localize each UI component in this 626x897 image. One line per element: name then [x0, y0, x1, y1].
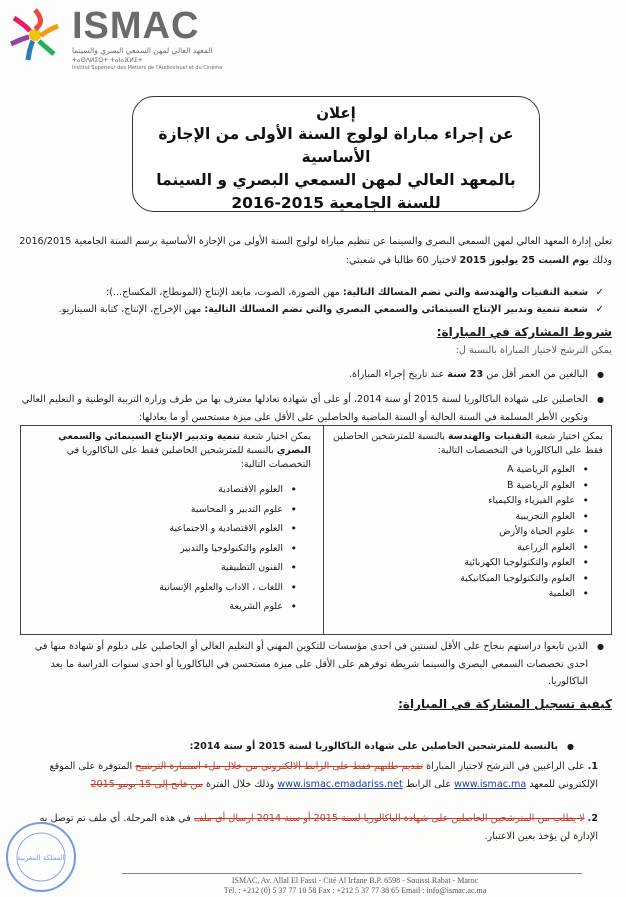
title-line-2: بالمعهد العالي لمهن السمعي البصري و السينما	[156, 171, 516, 189]
step-text: المتوفرة على الموقع الإلكتروني للمعهد	[49, 761, 598, 790]
stamp-text: المملكة المغربية	[17, 854, 65, 862]
specialty-item: • اللغات ، الاداب والعلوم الإنسانية	[29, 578, 311, 598]
intro-text-2: 2016/2015 وذلك	[19, 236, 612, 266]
condition-age-text: البالغين من العمر أقل من	[486, 369, 588, 380]
track-desc: مهن الصورة، الصوت، مابعد الإنتاج (المونطاج، المكساج...)؛	[106, 287, 340, 298]
step-number: 2.	[587, 813, 598, 824]
specialty-item: • العلوم الاقتصادية و الاجتماعية	[29, 519, 311, 539]
intro-text-1: تعلن إدارة المعهد العالي لمهن السمعي البصري والسينما عن تنظيم مباراة لولوج السنة الأولى من الإجازة الأساسية برسم السنة الجامعية	[74, 236, 612, 247]
registration-step-1	[14, 758, 598, 793]
track-item	[14, 301, 604, 318]
other-candidates-item	[14, 638, 604, 691]
ismac-logo	[6, 6, 246, 76]
step-highlight: لا يطلب من المترشحين الحاصلين على شهادة الباكالوريا لسنة 2015 أو سنة 2014 ارسال أي ملف	[193, 813, 585, 824]
specialty-item: • الفنون التطبيقية	[29, 558, 311, 578]
specialty-item: • العلمية	[321, 586, 603, 602]
column-intro	[321, 430, 603, 458]
track-desc: مهن الإخراج، الإنتاج، كتابة السيناريو.	[58, 304, 202, 315]
logo-tifinagh-name: ⵜⴰⵙⴷⵍⵉⵙⵜ ⵜⴰⵏⴰⴼⵍⵉⵜ	[72, 57, 143, 64]
title-line-3: للسنة الجامعية 2015-2016	[231, 194, 441, 212]
step-text: على الرابط	[405, 778, 452, 790]
footer-address: ISMAC, Av. Allal El Fassi - Cité Al Irfane B.P. 6598 - Souissi Rabat - Maroc	[231, 876, 479, 885]
track-name: شعبة التقنيات والهندسة والتي تضم المسالك التالية:	[342, 287, 588, 298]
other-candidates-text: الذين تابعوا دراستهم بنجاح على الأقل لسنتين في احدى مؤسسات للتكوين المهني أو التعليم العالي أو الحاصلين على دبلوم أو شهادة منها في احدى تخصصات السمعي البصري والسينما شريطة توفرهم على الأقل على ميزة مستحسن في الباكالوريا أو احدى سنوات الدراسة ما بعد الباكالوريا.	[34, 641, 588, 687]
specialty-item: • علوم التدبير و المحاسبة	[29, 500, 311, 520]
intro-date: يوم السبت 25 يوليوز 2015	[459, 255, 590, 266]
specialty-item: • العلوم الاقتصادية	[29, 480, 311, 500]
track-name: شعبة تنمية وتدبير الإنتاج السينمائي والسمعي البصري والتي تضم المسالك التالية:	[204, 304, 588, 315]
official-stamp-icon	[4, 820, 78, 894]
specialties-column-engineering	[321, 430, 603, 602]
conditions-subtitle: يمكن الترشح لاجتياز المباراة بالنسبة ل:	[455, 345, 612, 356]
specialty-item: • العلوم التجريبية	[321, 509, 603, 525]
logo-french-name: Institut Supérieur des Métiers de l'Audiovisuel et du Cinéma	[72, 65, 223, 71]
step-highlight: تقديم طلبهم فقط على الرابط الالكتروني من خلال ملء استمارة الترشيح	[135, 761, 424, 772]
column-track-name: تنمية وتدبير الإنتاج السينمائي والسمعي البصري	[58, 431, 311, 456]
specialty-item: • علوم الحياة والأرض	[321, 524, 603, 540]
logo-wordmark: ISMAC	[72, 5, 200, 47]
specialty-item: • العلوم والتكنولوجيا والتدبير	[29, 539, 311, 559]
column-intro	[29, 430, 311, 472]
track-item	[14, 284, 604, 301]
conditions-list	[14, 366, 604, 428]
specialty-item: • العلوم الرياضية A	[321, 462, 603, 478]
step-number: 1.	[587, 761, 598, 772]
condition-age	[14, 366, 604, 385]
column-intro-a: يمكن اختيار شعبة	[243, 431, 311, 442]
specialties-column-production	[29, 430, 311, 617]
step-text: على الراغبين في الترشح لاجتياز المباراة	[426, 761, 585, 772]
column-intro-c: بالنسبة للمترشحين الحاصلين فقط على الباكالوريا في التخصصات التالية:	[332, 431, 603, 456]
specialty-item: • العلوم والتكنولوجيا الكهربائية	[321, 555, 603, 571]
condition-bac	[14, 391, 604, 428]
website-link[interactable]: www.ismac.ma	[454, 778, 527, 790]
column-intro-c: بالنسبة للمترشحين الحاصلين فقط على الباكالوريا في التخصصات التالية:	[66, 445, 311, 470]
specialty-item: • العلوم الرياضية B	[321, 478, 603, 494]
footer-divider	[122, 873, 582, 874]
specialties-table	[20, 425, 612, 635]
specialty-item: • علوم الفيزياء والكيمياء	[321, 493, 603, 509]
other-candidates-list	[14, 638, 604, 691]
title-line-1: عن إجراء مباراة لولوج السنة الأولى من الإجازة الأساسية	[158, 125, 514, 166]
registration-bullet: ● بالنسبة للمترشحين الحاصلين على شهادة الباكالوريا لسنة 2015 أو سنة 2014:	[14, 737, 574, 756]
production-specialties-list	[29, 480, 311, 617]
logo-swirl-icon	[6, 6, 64, 64]
registration-heading: كيفية تسجيل المشاركة في المباراة:	[398, 697, 612, 711]
conditions-heading: شروط المشاركة في المباراة:	[436, 325, 612, 339]
logo-arabic-name: المعهد العالي لمهن السمعي البصري والسينما	[72, 46, 213, 55]
intro-paragraph	[14, 232, 612, 270]
intro-text-3: لاختيار 60 طالبا في شعبتي:	[345, 255, 457, 266]
registration-list	[14, 737, 574, 756]
specialty-item: • علوم الشريعة	[29, 597, 311, 617]
specialty-item: • العلوم والتكنولوجيا الميكانيكية	[321, 571, 603, 587]
announcement-label: إعلان	[316, 104, 356, 122]
column-intro-a: يمكن اختيار شعبة	[535, 431, 603, 442]
registration-step-2	[14, 810, 598, 845]
specialty-item: • العلوم الزراعية	[321, 540, 603, 556]
column-track-name: التقنيات والهندسة	[447, 431, 533, 442]
step-period: من فاتح إلى 15 يونيو 2015	[90, 778, 203, 790]
emadariss-link[interactable]: www.ismac.emadariss.net	[277, 778, 403, 790]
condition-age-text-end: عند تاريخ إجراء المباراة.	[348, 369, 445, 380]
tracks-list	[14, 284, 604, 318]
footer-contact: Tél. : +212 (0) 5 37 77 10 58 Fax : +212 5 37 77 38 65 Email : info@ismac.ac.ma	[223, 886, 487, 895]
announcement-title-box	[132, 96, 540, 212]
step-text: في هذه المرحلة. أي ملف تم توصل به الإدارة لن يؤخذ بعين الاعتبار.	[39, 813, 598, 842]
engineering-specialties-list	[321, 462, 603, 602]
condition-age-limit: 23 سنة	[447, 369, 484, 380]
step-text: وذلك خلال الفترة	[205, 778, 275, 790]
condition-bac-text: الحاصلين على شهادة الباكالوريا لسنة 2015 أو سنة 2014، أو على أي شهادة تعادلها معترف بها من طرف وزارة التربية الوطنية و التعليم العالي وتكوين الأطر المسلمة في السنة الحالية أو السنة الماضية والحاصلين على الأقل على ميزة مستحسن أو ما يعادلها:	[21, 393, 588, 423]
